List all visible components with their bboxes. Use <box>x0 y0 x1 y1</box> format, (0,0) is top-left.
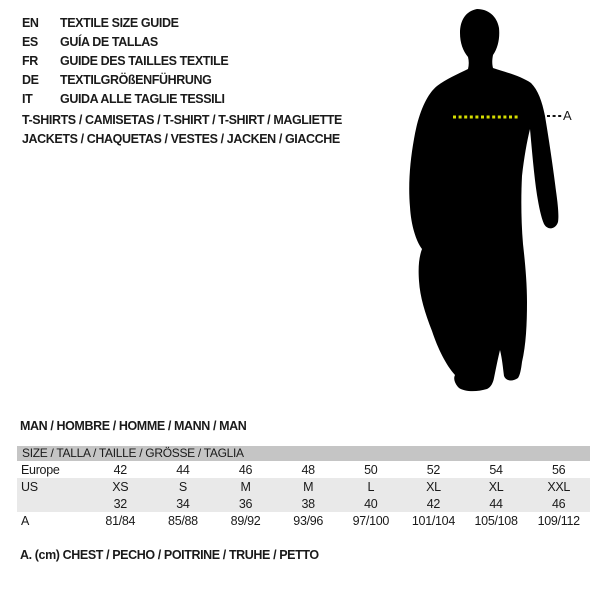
language-label: TEXTILGRÖßENFÜHRUNG <box>60 72 212 87</box>
table-cell: M <box>303 479 314 494</box>
language-label: GUIDA ALLE TAGLIE TESSILI <box>60 91 225 106</box>
table-row-us <box>17 478 590 495</box>
table-cell: 38 <box>301 496 315 511</box>
man-silhouette-figure <box>390 0 600 410</box>
table-cell: 40 <box>364 496 378 511</box>
table-row-chest <box>17 512 590 529</box>
language-list <box>22 13 228 108</box>
language-row <box>22 51 228 70</box>
language-row <box>22 32 228 51</box>
table-cell: 101/104 <box>411 513 455 528</box>
table-cell: 46 <box>552 496 566 511</box>
category-list <box>22 111 342 149</box>
table-cell: 85/88 <box>168 513 198 528</box>
table-cell: M <box>240 479 251 494</box>
table-cell: 93/96 <box>293 513 324 528</box>
row-label: Europe <box>21 462 60 477</box>
table-cell: XL <box>426 479 441 494</box>
table-cell: 109/112 <box>537 513 580 528</box>
measure-footnote: A. (cm) CHEST / PECHO / POITRINE / TRUHE / PETTO <box>20 548 319 562</box>
table-cell: XS <box>112 479 129 494</box>
table-cell: 32 <box>113 496 127 511</box>
table-cell: 56 <box>552 462 566 477</box>
language-label: GUIDE DES TAILLES TEXTILE <box>60 53 229 68</box>
table-cell: 50 <box>364 462 378 477</box>
language-code: FR <box>22 53 38 68</box>
table-cell: 44 <box>176 462 190 477</box>
language-row <box>22 89 228 108</box>
size-table-header: SIZE / TALLA / TAILLE / GRÖSSE / TAGLIA <box>17 446 590 461</box>
table-cell: 97/100 <box>352 513 390 528</box>
man-silhouette <box>409 9 558 391</box>
table-cell: 34 <box>176 496 190 511</box>
language-code: DE <box>22 72 39 87</box>
language-code: ES <box>22 34 38 49</box>
section-title: MAN / HOMBRE / HOMME / MANN / MAN <box>20 419 247 433</box>
table-cell: L <box>367 479 375 494</box>
table-cell: 46 <box>238 462 253 477</box>
table-cell: 54 <box>489 462 503 477</box>
table-cell: XL <box>488 479 504 494</box>
table-cell: 36 <box>238 496 253 511</box>
chest-measure-label: A <box>563 108 572 123</box>
language-row <box>22 13 228 32</box>
language-row <box>22 70 228 89</box>
table-row-europe <box>17 461 590 478</box>
table-cell: 105/108 <box>474 513 518 528</box>
size-table <box>17 446 590 529</box>
table-cell: 48 <box>301 462 315 477</box>
row-label: US <box>21 479 38 494</box>
language-label: GUÍA DE TALLAS <box>60 34 158 49</box>
table-row-uk <box>17 495 590 512</box>
man-silhouette-svg <box>390 0 600 410</box>
table-cell: XXL <box>547 479 571 494</box>
language-label: TEXTILE SIZE GUIDE <box>60 15 179 30</box>
row-label: A <box>21 513 30 528</box>
table-cell: 42 <box>113 462 127 477</box>
language-code: EN <box>22 15 39 30</box>
table-cell: S <box>178 479 187 494</box>
table-cell: 42 <box>426 496 441 511</box>
language-code: IT <box>22 91 33 106</box>
table-cell: 81/84 <box>105 513 136 528</box>
table-cell: 89/92 <box>230 513 261 528</box>
table-cell: 44 <box>489 496 503 511</box>
category-line-tshirts: T-SHIRTS / CAMISETAS / T-SHIRT / T-SHIRT / MAGLIETTE <box>22 113 342 127</box>
category-line-jackets: JACKETS / CHAQUETAS / VESTES / JACKEN / GIACCHE <box>22 132 340 146</box>
table-cell: 52 <box>426 462 441 477</box>
